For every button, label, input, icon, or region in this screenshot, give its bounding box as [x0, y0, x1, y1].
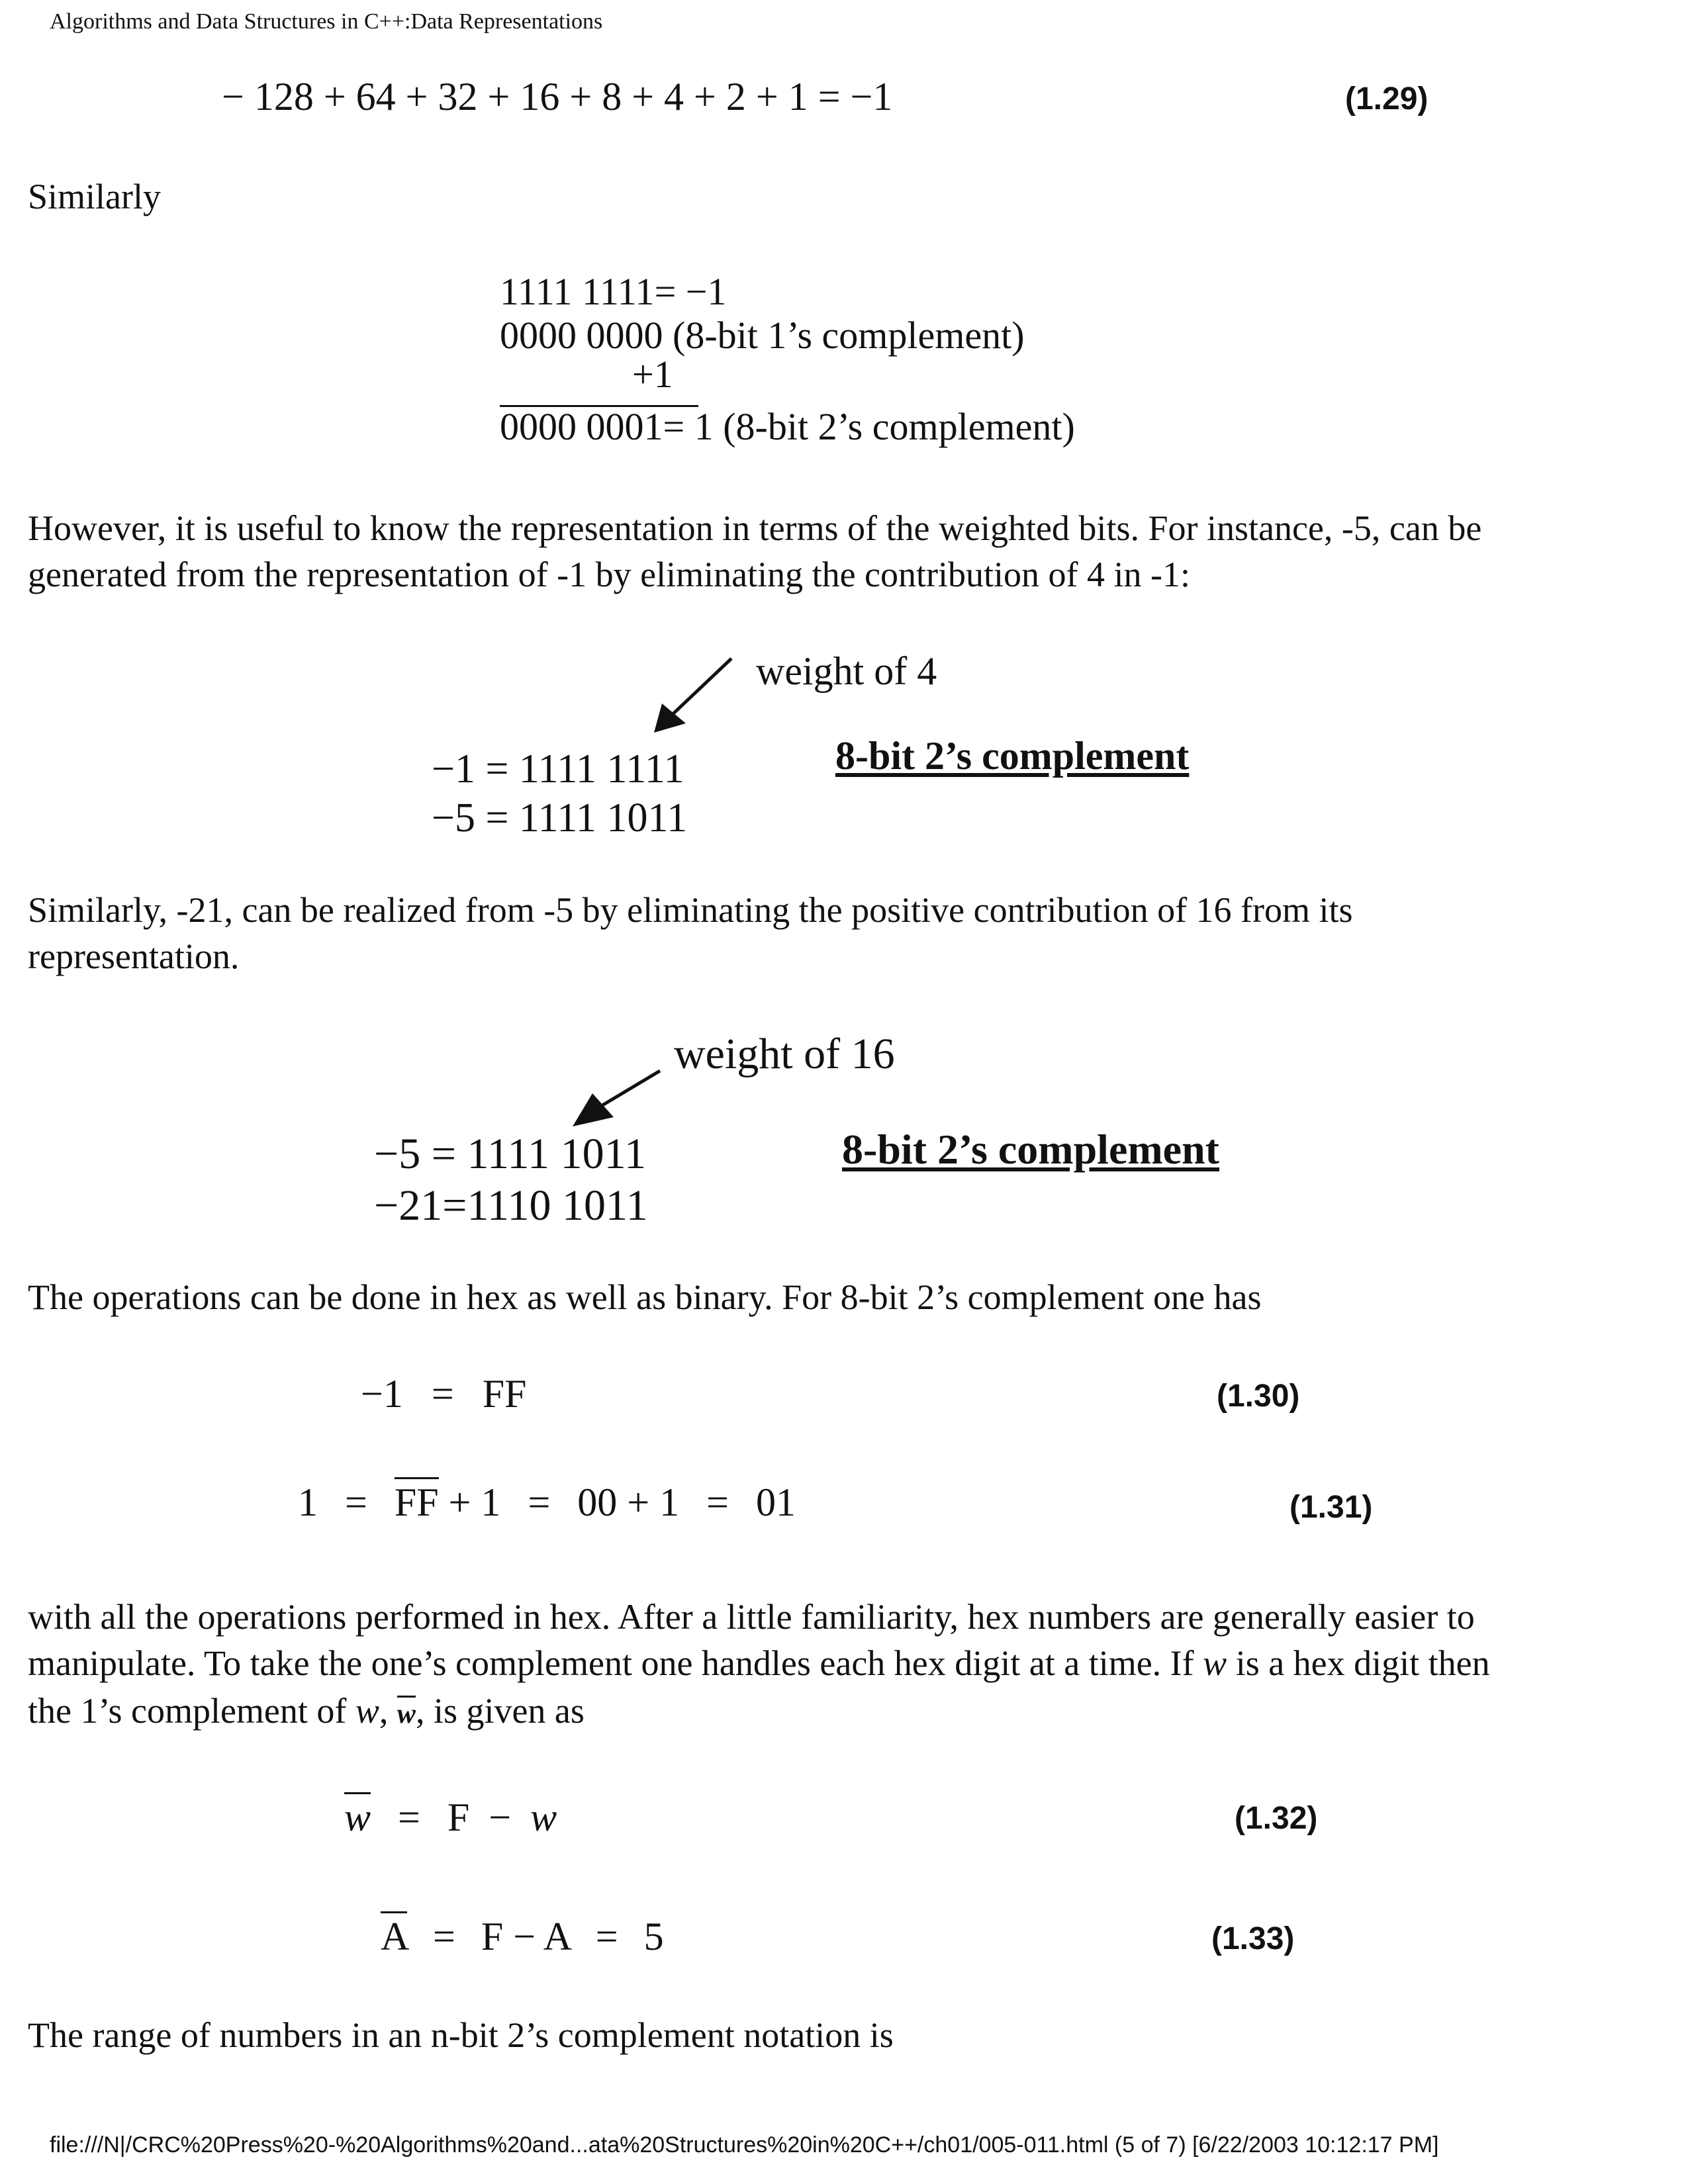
diagram2-line-2: −21=1110 1011 [374, 1181, 648, 1230]
page-footer-path: file:///N|/CRC%20Press%20-%20Algorithms%20and...ata%20Structures%20in%20C++/ch01/005-011.html (5 of 7) [6/22/2003 10:12:17 PM] [50, 2132, 1439, 2158]
eq-1-31-equals-1: = [345, 1480, 367, 1524]
arrow-icon-weight-of-4 [642, 652, 735, 745]
equation-number-1-33: (1.33) [1211, 1921, 1295, 1956]
familiar-line-3-text-c: , is given as [415, 1691, 585, 1731]
paragraph-minus21-line-2: representation. [28, 936, 240, 976]
equation-1-32 [344, 1795, 557, 1841]
paragraph-familiar-line-1: with all the operations performed in hex. After a little familiarity, hex numbers are generally easier to [28, 1597, 1475, 1637]
equation-1-30 [361, 1371, 526, 1417]
weight-of-16-label: weight of 16 [674, 1030, 895, 1078]
diagram2-complement-label: 8-bit 2’s complement [842, 1126, 1219, 1173]
familiar-line-3-wbar: w [397, 1696, 416, 1729]
equation-1-29: − 128 + 64 + 32 + 16 + 8 + 4 + 2 + 1 = −1 [222, 75, 893, 118]
equation-number-1-32: (1.32) [1235, 1801, 1318, 1836]
familiar-line-3-text-b: , [379, 1691, 397, 1731]
eq-1-32-lhs-wbar: w [344, 1792, 371, 1839]
familiar-line-3-w: w [355, 1691, 379, 1731]
paragraph-familiar-line-2 [28, 1640, 1490, 1686]
paragraph-hex: The operations can be done in hex as well as binary. For 8-bit 2’s complement one has [28, 1277, 1262, 1317]
eq-1-33-result: 5 [643, 1915, 664, 1958]
diagram1-values [432, 745, 687, 842]
complement-plus-one: +1 [632, 353, 673, 396]
equation-1-31 [298, 1480, 796, 1525]
equation-number-1-31: (1.31) [1289, 1490, 1373, 1525]
eq-1-31-rhs: 01 [755, 1480, 796, 1524]
eq-1-32-f: F [447, 1796, 470, 1839]
eq-1-31-ff-overline: FF [395, 1477, 439, 1524]
page-header-title: Algorithms and Data Structures in C++:Data Representations [50, 9, 603, 34]
equation-number-1-30: (1.30) [1217, 1379, 1300, 1414]
diagram1-line-1: −1 = 1111 1111 [432, 747, 684, 792]
complement-line-1: 1111 1111= −1 [500, 270, 727, 313]
paragraph-familiar-line-3 [28, 1688, 585, 1737]
familiar-line-3-text-a: the 1’s complement of [28, 1691, 355, 1731]
diagram1-complement-label: 8-bit 2’s complement [835, 734, 1190, 778]
eq-1-30-rhs: FF [482, 1372, 527, 1416]
complement-line-4: 0000 0001= 1 (8-bit 2’s complement) [500, 405, 1075, 448]
eq-1-31-equals-3: = [706, 1480, 729, 1524]
eq-1-30-equals: = [431, 1372, 454, 1416]
paragraph-weighted-line-2: generated from the representation of -1 by eliminating the contribution of 4 in -1: [28, 555, 1190, 594]
paragraph-range: The range of numbers in an n-bit 2’s complement notation is [28, 2015, 894, 2055]
eq-1-33-lhs-abar: A [381, 1911, 407, 1958]
eq-1-33-equals-2: = [595, 1915, 618, 1958]
eq-1-31-mid: 00 + 1 [577, 1480, 680, 1524]
equation-1-33 [381, 1914, 664, 1960]
paragraph-minus21-line-1: Similarly, -21, can be realized from -5 by eliminating the positive contribution of 16 from its [28, 890, 1353, 930]
familiar-line-2-text-a: manipulate. To take the one’s complement one handles each hex digit at a time. If [28, 1643, 1203, 1683]
eq-1-31-plus-one: + 1 [438, 1480, 501, 1524]
paragraph-similarly: Similarly [28, 177, 161, 216]
complement-block [500, 270, 1025, 396]
eq-1-32-minus: − [489, 1796, 512, 1839]
familiar-line-2-w: w [1203, 1643, 1227, 1683]
paragraph-weighted-line-1: However, it is useful to know the representation in terms of the weighted bits. For instance, -5, can be [28, 508, 1482, 548]
eq-1-32-w: w [530, 1796, 557, 1839]
diagram1-line-2: −5 = 1111 1011 [432, 796, 688, 841]
eq-1-31-lhs: 1 [298, 1480, 318, 1524]
eq-1-33-rhs: F − A [481, 1915, 570, 1958]
complement-result-block [500, 405, 1075, 449]
eq-1-31-equals-2: = [528, 1480, 551, 1524]
weight-of-4-label: weight of 4 [756, 649, 937, 693]
diagram2-values [374, 1128, 648, 1232]
arrow-icon-weight-of-16 [566, 1066, 665, 1132]
familiar-line-2-text-b: is a hex digit then [1227, 1643, 1490, 1683]
eq-1-30-lhs: −1 [361, 1372, 403, 1416]
diagram2-line-1: −5 = 1111 1011 [374, 1130, 647, 1178]
eq-1-32-equals: = [398, 1796, 420, 1839]
eq-1-33-equals-1: = [433, 1915, 455, 1958]
equation-number-1-29: (1.29) [1345, 81, 1429, 116]
complement-line-2: 0000 0000 (8-bit 1’s complement) [500, 314, 1025, 357]
